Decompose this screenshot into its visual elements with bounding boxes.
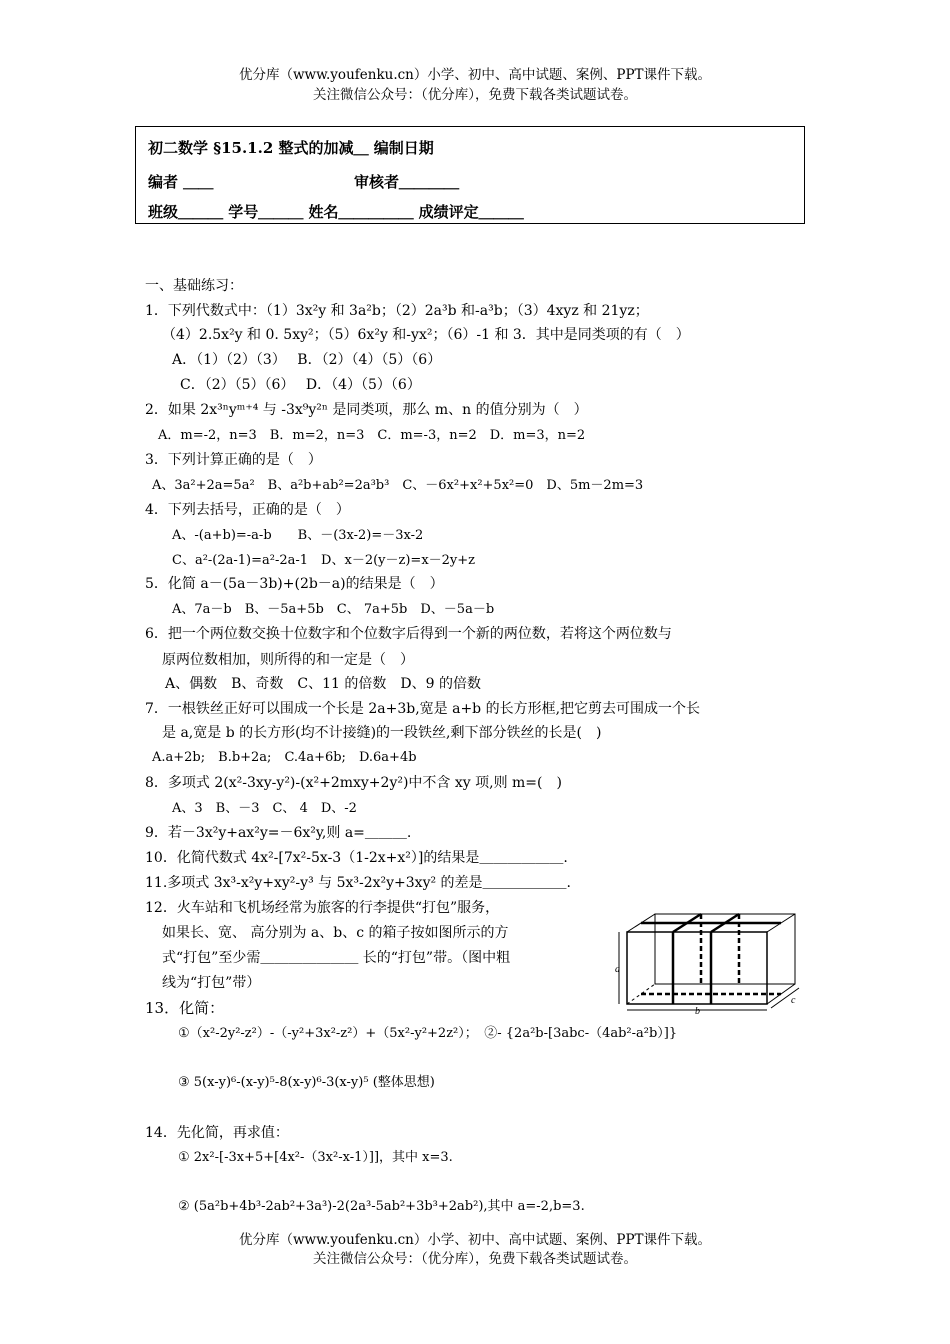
q13-part-1-2: ①（x²-2y²-z²）-（-y²+3x²-z²）+（5x²-y²+2z²）； ②- {2a²b-[3abc-（4ab²-a²b）]} xyxy=(178,1026,678,1041)
q2-options: A．m=-2，n=3 B．m=2，n=3 C．m=-3，n=2 D．m=3，n=2 xyxy=(158,428,586,443)
q2: 2．如果 2x³ⁿyᵐ⁺⁴ 与 -3x⁹y²ⁿ 是同类项，那么 m、n 的值分别为（ ） xyxy=(145,402,588,418)
q1-options-1: A．（1）（2）（3） B．（2）（4）（5）（6） xyxy=(172,352,442,368)
q4-options-1: A、-(a+b)=-a-b B、－(3x-2)=－3x-2 xyxy=(172,528,424,543)
footer-line-2: 关注微信公众号：（优分库），免费下载各类试题试卷。 xyxy=(313,1251,637,1267)
editor-field: 编者 ＿＿ xyxy=(148,173,214,191)
q6-options: A、偶数 B、奇数 C、11 的倍数 D、9 的倍数 xyxy=(165,676,481,692)
q8: 8．多项式 2(x²-3xy-y²)-(x²+2mxy+2y²)中不含 xy 项,则 m=( ) xyxy=(145,775,562,791)
q4-options-2: C、a²-(2a-1)=a²-2a-1 D、x－2(y－z)=x－2y+z xyxy=(172,553,476,568)
student-info-row: 班级＿＿＿ 学号＿＿＿ 姓名＿＿＿＿＿ 成绩评定＿＿＿ xyxy=(148,203,524,221)
q12-line3: 式“打包”至少需＿＿＿＿＿＿＿ 长的“打包”带。（图中粗 xyxy=(162,950,511,966)
q12-line2: 如果长、宽、 高分别为 a、b、c 的箱子按如图所示的方 xyxy=(162,925,509,941)
footer-line-1: 优分库（www.youfenku.cn）小学、初中、高中试题、案例、PPT课件下载。 xyxy=(238,1232,712,1248)
q5-options: A、7a－b B、－5a+5b C、 7a+5b D、－5a－b xyxy=(172,602,495,617)
q1-line2: （4）2.5x²y 和 0. 5xy²；（5）6x²y 和-yx²；（6）-1 和 3．其中是同类项的有（ ） xyxy=(162,327,690,343)
q1-options-2: C．（2）（5）（6） D．（4）（5）（6） xyxy=(180,377,421,393)
q14: 14．先化简，再求值： xyxy=(145,1125,289,1141)
q6-line1: 6．把一个两位数交换十位数字和个位数字后得到一个新的两位数，若将这个两位数与 xyxy=(145,626,672,642)
q7-line1: 7．一根铁丝正好可以围成一个长是 2a+3b,宽是 a+b 的长方形框,把它剪去可围成一个长 xyxy=(145,701,701,717)
header-line-1: 优分库（www.youfenku.cn）小学、初中、高中试题、案例、PPT课件下载。 xyxy=(238,67,712,83)
q3: 3．下列计算正确的是（ ） xyxy=(145,452,322,468)
section-title: 一、基础练习： xyxy=(145,278,243,294)
figure-label-c: c xyxy=(791,995,796,1006)
q13: 13．化简： xyxy=(145,999,225,1017)
q12-line4: 线为“打包”带） xyxy=(162,975,261,991)
q4: 4．下列去括号，正确的是（ ） xyxy=(145,502,350,518)
reviewer-field: 审核者＿＿＿＿ xyxy=(354,173,460,191)
doc-title: 初二数学 §15.1.2 整式的加减＿ 编制日期 xyxy=(148,139,434,157)
q9: 9．若－3x²y+ax²y=－6x²y,则 a=＿＿＿. xyxy=(145,825,412,841)
info-box xyxy=(135,126,805,224)
q14-part-1: ① 2x²-[-3x+5+[4x²-（3x²-x-1）]]，其中 x=3. xyxy=(178,1150,453,1165)
q7-line2: 是 a,宽是 b 的长方形(均不计接缝)的一段铁丝,剩下部分铁丝的长是( ) xyxy=(162,725,602,741)
figure-label-a: a xyxy=(615,964,620,975)
q11: 11.多项式 3x³-x²y+xy²-y³ 与 5x³-2x²y+3xy² 的差是＿＿＿＿＿＿. xyxy=(145,875,572,891)
header-line-2: 关注微信公众号：（优分库），免费下载各类试题试卷。 xyxy=(313,87,637,103)
q5: 5．化简 a－(5a－3b)+(2b－a)的结果是（ ） xyxy=(145,576,444,592)
q13-part-3: ③ 5(x-y)⁶-(x-y)⁵-8(x-y)⁶-3(x-y)⁵ (整体思想) xyxy=(178,1075,435,1090)
q8-options: A、3 B、－3 C、 4 D、-2 xyxy=(172,801,357,816)
q3-options: A、3a²+2a=5a² B、a²b+ab²=2a³b³ C、－6x²+x²+5x²=0 D、5m－2m=3 xyxy=(152,478,644,493)
q7-options: A.a+2b; B.b+2a; C.4a+6b; D.6a+4b xyxy=(152,750,417,765)
q1-line1: 1．下列代数式中：（1）3x²y 和 3a²b；（2）2a³b 和-a³b；（3）4xyz 和 21yz； xyxy=(145,303,649,319)
packing-box-figure xyxy=(615,910,805,1015)
q14-part-2: ② (5a²b+4b³-2ab²+3a³)-2(2a³-5ab²+3b³+2ab²),其中 a=-2,b=3. xyxy=(178,1199,585,1214)
q12-line1: 12．火车站和飞机场经常为旅客的行李提供“打包”服务， xyxy=(145,900,500,916)
figure-label-b: b xyxy=(695,1006,700,1015)
q10: 10．化简代数式 4x²-[7x²-5x-3（1-2x+x²）]的结果是＿＿＿＿＿＿. xyxy=(145,850,568,866)
q6-line2: 原两位数相加，则所得的和一定是（ ） xyxy=(162,652,414,668)
